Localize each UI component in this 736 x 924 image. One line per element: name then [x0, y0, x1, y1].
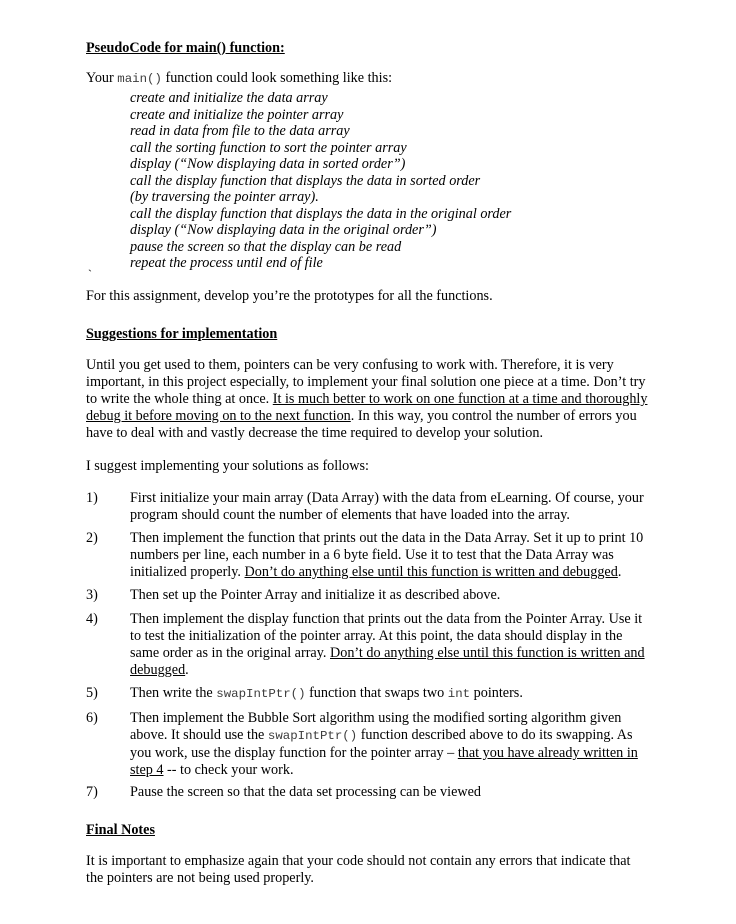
list-number: 4): [86, 611, 98, 627]
emphasis-underline: It is much better to work on one function at a time and thoroughly debug it before moving on to the next function: [86, 391, 648, 424]
pseudo-line: create and initialize the pointer array: [130, 106, 344, 123]
list-item: 1) First initialize your main array (Data Array) with the data from eLearning. Of course, your program should count the number of elements that have loaded into the array.: [86, 490, 644, 523]
list-item: 7) Pause the screen so that the data set processing can be viewed: [86, 784, 482, 800]
list-item: 4) Then implement the display function that prints out the data from the Pointer Array. Use it to test the initialization of the pointer array. At this point, the data should display in the same order as in the original array. Don’t do anything else until this function is written and debugged.: [86, 611, 645, 678]
list-item: 5) Then write the swapIntPtr() function that swaps two int pointers.: [86, 685, 523, 701]
pseudo-line: read in data from file to the data array: [130, 123, 350, 139]
pseudo-line: (by traversing the pointer array).: [130, 189, 319, 205]
pseudo-line: call the sorting function to sort the pointer array: [130, 139, 407, 156]
pseudo-line: call the display function that displays the data in sorted order: [130, 172, 481, 189]
list-item: 6) Then implement the Bubble Sort algorithm using the modified sorting algorithm given above. It should use the swapIntPtr() function described above to do its swapping. As you work, use the display function for the pointer array – that you have already written in step 4 -- to check your work.: [86, 710, 638, 778]
list-number: 3): [86, 587, 98, 603]
list-number: 1): [86, 490, 98, 506]
pseudo-line: call the display function that displays the data in the original order: [130, 205, 512, 222]
stray-mark: `: [88, 267, 92, 281]
final-notes-heading: Final Notes: [86, 822, 155, 838]
assignment-note: For this assignment, develop you’re the prototypes for all the functions.: [86, 288, 493, 304]
suggest-intro: I suggest implementing your solutions as follows:: [86, 458, 369, 474]
pseudocode-heading: PseudoCode for main() function:: [86, 40, 285, 56]
main-code: main(): [117, 72, 162, 86]
list-number: 5): [86, 685, 98, 701]
suggestions-paragraph: Until you get used to them, pointers can be very confusing to work with. Therefore, it is very important, in this project especially, to implement your final solution one piece at a time. Don’t try to write the whole thing at once. It is much better to work on one function at a time and thoroughly debug it before moving on to the next function. In this way, you control the number of errors you have to deal with and vastly decrease the time required to develop your solution.: [86, 357, 648, 441]
int-code: int: [447, 687, 471, 701]
list-item: 3) Then set up the Pointer Array and initialize it as described above.: [86, 587, 501, 603]
list-number: 7): [86, 784, 98, 800]
pseudo-line: display (“Now displaying data in sorted order”): [130, 156, 406, 172]
pseudo-line: pause the screen so that the display can be read: [130, 238, 402, 255]
pseudocode-list: [130, 90, 511, 272]
final-notes-paragraph: It is important to emphasize again that your code should not contain any errors that indicate that the pointers are not being used properly.: [86, 853, 631, 886]
list-number: 6): [86, 710, 98, 726]
main-intro-line: Your main() function could look something like this:: [86, 70, 393, 86]
swapintptr-code: swapIntPtr(): [267, 729, 358, 743]
pseudo-line: create and initialize the data array: [130, 90, 328, 106]
list-number: 2): [86, 530, 98, 546]
pseudo-line: repeat the process until end of file: [130, 255, 323, 271]
suggestions-heading: Suggestions for implementation: [86, 326, 278, 342]
swapintptr-code: swapIntPtr(): [216, 687, 306, 701]
list-item: 2) Then implement the function that prints out the data in the Data Array. Set it up to print 10 numbers per line, each number in a 6 byte field. Use it to test that the Data Array was initialized properly. Don’t do anything else until this function is written and debugged.: [86, 530, 644, 580]
pseudo-line: display (“Now displaying data in the original order”): [130, 222, 437, 238]
